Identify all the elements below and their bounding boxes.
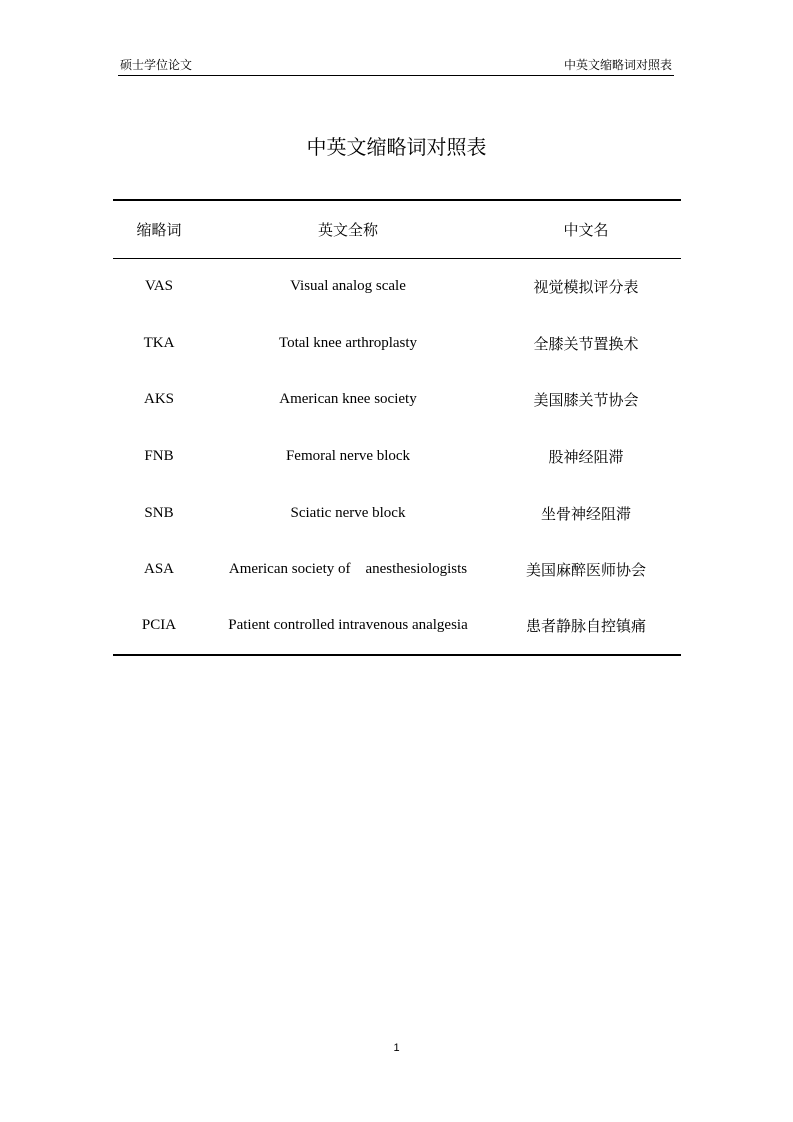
abbreviation-cell: ASA [143,561,174,578]
chinese-name-cell: 美国膝关节协会 [533,393,639,410]
table-row [113,428,681,485]
english-name-cell: American knee society [279,391,417,408]
abbreviation-cell: AKS [143,391,174,408]
abbreviation-cell: PCIA [113,598,205,655]
chinese-name-cell: 坐骨神经阻滞 [540,506,631,523]
column-header-chinese-name: 中文名 [491,200,681,258]
abbreviation-table [113,199,681,656]
english-name-cell: Total knee arthroplasty [278,334,418,351]
chinese-name-cell: 股神经阻滞 [548,449,624,466]
table-row [113,371,681,428]
column-header-abbreviation: 缩略词 [113,200,205,258]
abbreviation-cell: FNB [144,447,174,464]
english-name-cell: American society of anesthesiologists [228,561,468,578]
abbreviation-cell: SNB [144,504,174,521]
english-name-cell: Patient controlled intravenous analgesia [205,598,491,655]
page-number: 1 [393,1042,400,1054]
english-name-cell: Sciatic nerve block [290,504,406,521]
header-section-title: 中英文缩略词对照表 [563,58,672,72]
chinese-name-cell: 全膝关节置换术 [533,336,639,353]
table-row [113,485,681,542]
chinese-name-cell: 美国麻醉医师协会 [525,563,646,580]
chinese-name-cell: 视觉模拟评分表 [533,280,639,297]
running-header [118,56,674,76]
table-header-row [113,200,681,258]
abbreviation-cell: TKA [143,334,175,351]
english-name-cell: Femoral nerve block [285,447,411,464]
table-row [113,541,681,598]
table-row [113,258,681,315]
column-header-english-full-name: 英文全称 [205,200,491,258]
english-name-cell: Visual analog scale [290,278,406,295]
table-row [113,315,681,372]
page-title: 中英文缩略词对照表 [306,137,487,159]
abbreviation-cell: VAS [144,278,174,295]
chinese-name-cell: 患者静脉自控镇痛 [491,598,681,655]
header-thesis-label: 硕士学位论文 [120,58,193,72]
table-row [113,598,681,655]
